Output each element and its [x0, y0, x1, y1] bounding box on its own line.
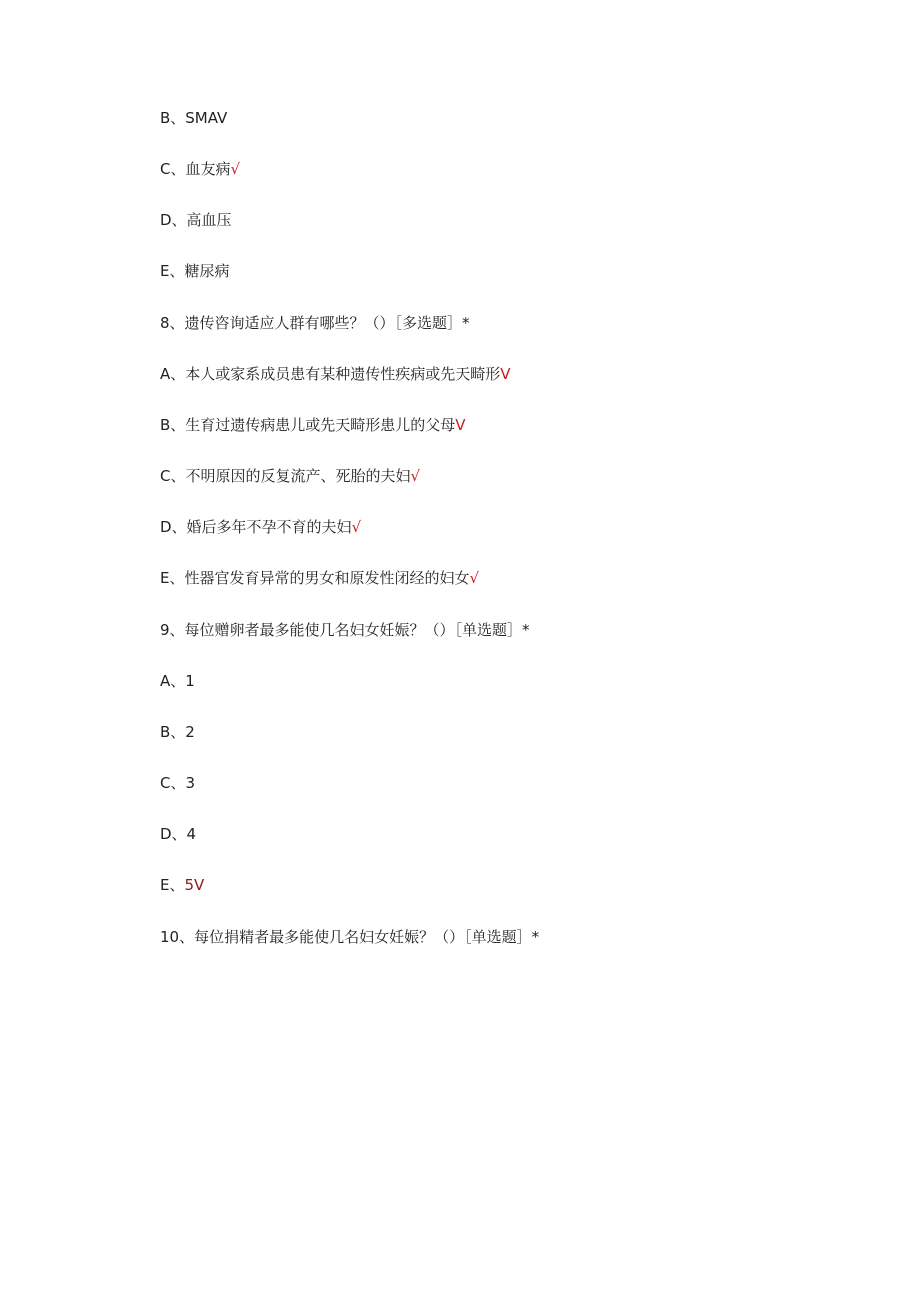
- question-text: 8、遗传咨询适应人群有哪些？（）［多选题］*: [160, 314, 470, 332]
- option-text: E、糖尿病: [160, 262, 230, 280]
- option-text: C、3: [160, 774, 196, 792]
- option-line: [160, 261, 229, 281]
- answer-check-mark: V: [500, 365, 511, 383]
- option-text: A、1: [160, 672, 195, 690]
- option-line: [160, 210, 232, 230]
- option-line: [160, 108, 227, 128]
- option-line: [160, 875, 204, 895]
- option-line: [160, 159, 240, 179]
- answer-check-mark: V: [455, 416, 466, 434]
- option-line: [160, 466, 420, 486]
- option-text: B、生育过遗传病患儿或先天畸形患儿的父母: [160, 416, 456, 434]
- option-line: [160, 773, 195, 793]
- option-text: D、4: [160, 825, 197, 843]
- question-line: [160, 927, 539, 947]
- option-text: A、本人或家系成员患有某种遗传性疾病或先天畸形: [160, 365, 501, 383]
- option-line: [160, 364, 511, 384]
- question-line: [160, 313, 470, 333]
- option-text: D、高血压: [160, 211, 232, 229]
- option-text: D、婚后多年不孕不育的夫妇: [160, 518, 352, 536]
- answer-check-mark: √: [351, 518, 362, 536]
- answer-check-mark: √: [230, 160, 241, 178]
- question-text: 10、每位捐精者最多能使几名妇女妊娠？（）［单选题］*: [160, 928, 540, 946]
- option-text: C、血友病: [160, 160, 231, 178]
- option-text: B、2: [160, 723, 195, 741]
- answer-check-mark: 5V: [184, 876, 205, 894]
- option-line: [160, 722, 195, 742]
- option-line: [160, 568, 479, 588]
- option-text: C、不明原因的反复流产、死胎的夫妇: [160, 467, 411, 485]
- option-line: [160, 824, 196, 844]
- answer-check-mark: √: [469, 569, 480, 587]
- question-line: [160, 620, 530, 640]
- answer-check-mark: √: [410, 467, 421, 485]
- option-line: [160, 517, 361, 537]
- option-text: B、SMAV: [160, 109, 228, 127]
- option-text: E、性器官发育异常的男女和原发性闭经的妇女: [160, 569, 470, 587]
- question-text: 9、每位赠卵者最多能使几名妇女妊娠？（）［单选题］*: [160, 621, 530, 639]
- option-line: [160, 671, 195, 691]
- option-line: [160, 415, 466, 435]
- option-text: E、: [160, 876, 185, 894]
